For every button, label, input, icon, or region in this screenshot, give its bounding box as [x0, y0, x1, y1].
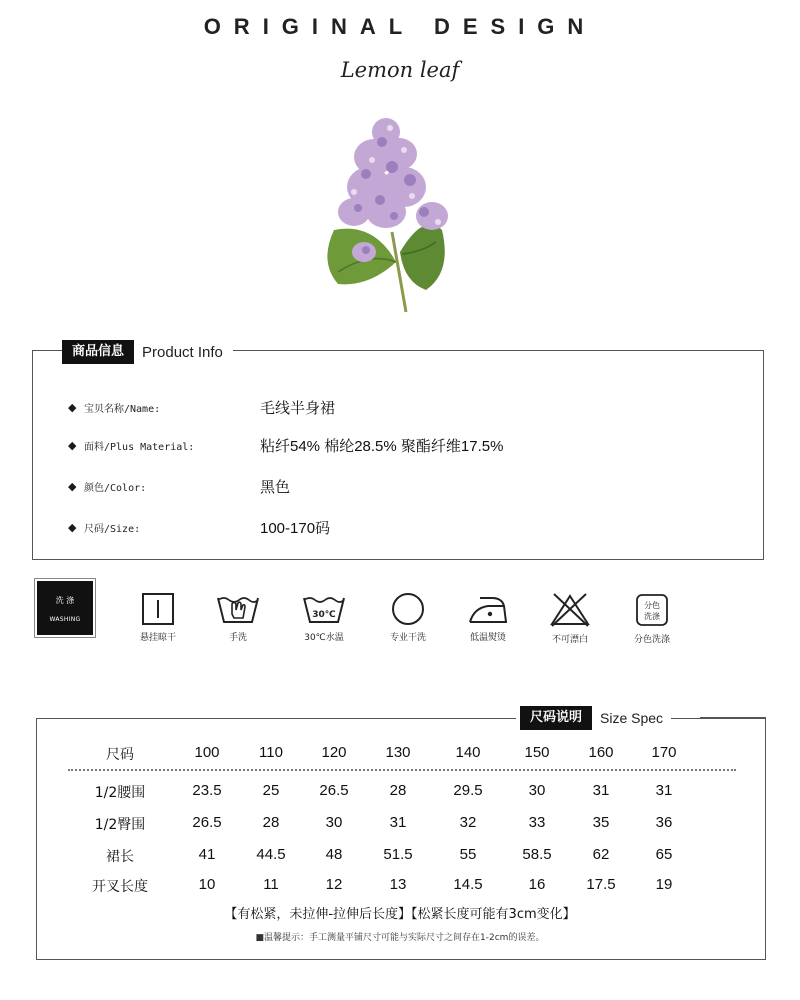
elastic-note: 【有松紧，未拉伸-拉伸后长度】【松紧长度可能有3cm变化】: [224, 907, 576, 922]
diamond-bullet-icon: ◆: [68, 401, 77, 414]
size-cell: 31: [655, 782, 673, 799]
info-row-material: [68, 435, 728, 456]
size-cell: 11: [263, 876, 279, 893]
size-cell: 30: [325, 814, 343, 831]
size-row-hip: [68, 814, 738, 838]
info-value: 毛线半身裙: [260, 400, 336, 417]
care-item-hang-dry: [116, 592, 200, 643]
care-label: 专业干洗: [389, 633, 426, 643]
size-row-length: [68, 846, 738, 870]
low-iron-icon: [466, 592, 510, 626]
size-cell: 26.5: [192, 814, 222, 831]
dotted-divider: [68, 769, 736, 771]
care-label: 手洗: [228, 633, 247, 643]
washing-badge: [34, 578, 96, 638]
info-label: 尺码/Size:: [84, 524, 141, 535]
care-item-wash-30c: [282, 592, 366, 643]
size-header-cell: 170: [651, 744, 677, 761]
washing-badge-en: WASHING: [49, 616, 81, 623]
size-cell: 17.5: [586, 876, 616, 893]
diamond-bullet-icon: ◆: [68, 480, 77, 493]
hang-dry-icon: [140, 592, 176, 626]
size-cell: 32: [459, 814, 477, 831]
size-cell: 28: [262, 814, 280, 831]
brand-subtitle: Lemon leaf: [340, 58, 460, 82]
size-header-cell: 120: [321, 744, 347, 761]
size-cell: 29.5: [453, 782, 483, 799]
size-cell: 36: [655, 814, 673, 831]
dry-clean-icon: [390, 592, 426, 626]
size-header-row: [68, 744, 738, 768]
diamond-bullet-icon: ◆: [68, 521, 77, 534]
size-cell: 65: [655, 846, 673, 863]
care-item-dry-clean: [366, 592, 450, 643]
size-cell: 41: [198, 846, 216, 863]
size-cell: 10: [198, 876, 216, 893]
info-label: 面料/Plus Material:: [84, 442, 195, 453]
size-header-cell: 160: [588, 744, 614, 761]
size-spec-tag: 尺码说明: [520, 706, 592, 730]
no-bleach-icon: [548, 592, 592, 628]
size-cell: 12: [325, 876, 343, 893]
product-info-title: Product Info: [142, 343, 223, 361]
size-header-cell: 140: [455, 744, 481, 761]
care-label: 悬挂晾干: [139, 633, 176, 643]
size-row-label: 开叉长度: [92, 879, 148, 895]
size-spec-title: Size Spec: [600, 710, 664, 726]
size-header-label: 尺码: [106, 747, 134, 763]
care-item-no-bleach: [528, 592, 612, 645]
care-label: 30℃水温: [304, 633, 344, 643]
size-cell: 26.5: [319, 782, 349, 799]
diamond-bullet-icon: ◆: [68, 439, 77, 452]
measurement-tip: ■温馨提示：手工测量平铺尺寸可能与实际尺寸之间存在1-2cm的误差。: [255, 933, 545, 943]
size-row-label: 裙长: [106, 849, 134, 865]
size-cell: 14.5: [453, 876, 483, 893]
size-cell: 44.5: [256, 846, 286, 863]
info-value: 黑色: [260, 479, 291, 496]
size-header-cell: 110: [259, 744, 283, 761]
info-row-color: [68, 476, 728, 497]
size-cell: 16: [528, 876, 546, 893]
care-item-hand-wash: [196, 592, 280, 643]
size-row-slit: [68, 876, 738, 900]
size-cell: 35: [592, 814, 610, 831]
size-cell: 30: [528, 782, 546, 799]
size-cell: 33: [528, 814, 546, 831]
size-cell: 25: [262, 782, 280, 799]
care-item-low-iron: [446, 592, 530, 643]
separate-icon-text-2: 洗涤: [644, 612, 660, 621]
wash-30c-icon: [302, 592, 346, 626]
product-info-tag: 商品信息: [62, 340, 134, 364]
size-header-cell: 130: [385, 744, 411, 761]
wash-separately-icon: [634, 592, 670, 628]
info-row-name: [68, 397, 728, 418]
info-row-size: [68, 517, 728, 538]
size-row-label: 1/2臀围: [94, 817, 146, 833]
info-label: 宝贝名称/Name:: [84, 404, 161, 415]
size-cell: 28: [389, 782, 407, 799]
size-cell: 55: [459, 846, 477, 863]
page-title: ORIGINAL DESIGN: [203, 14, 597, 39]
size-cell: 62: [592, 846, 610, 863]
size-header-cell: 150: [524, 744, 550, 761]
size-spec-rule: [700, 717, 766, 718]
hand-wash-icon: [216, 592, 260, 626]
size-cell: 31: [592, 782, 610, 799]
separate-icon-text-1: 分色: [644, 601, 660, 610]
wash-temp-text: 30℃: [312, 610, 336, 620]
washing-badge-cn: 洗 涤: [55, 596, 75, 605]
size-cell: 23.5: [192, 782, 222, 799]
info-value: 粘纤54% 棉纶28.5% 聚酯纤维17.5%: [260, 438, 504, 455]
care-label: 低温熨烫: [469, 633, 506, 643]
size-cell: 13: [389, 876, 407, 893]
size-header-cell: 100: [194, 744, 220, 761]
size-cell: 48: [325, 846, 343, 863]
info-label: 颜色/Color:: [84, 483, 147, 494]
size-cell: 51.5: [383, 846, 413, 863]
info-value: 100-170码: [260, 520, 331, 537]
product-info-header: [62, 340, 233, 364]
size-cell: 58.5: [522, 846, 552, 863]
care-label: 不可漂白: [551, 635, 588, 645]
size-row-waist: [68, 782, 738, 806]
care-label: 分色洗涤: [633, 635, 670, 645]
size-row-label: 1/2腰围: [94, 785, 146, 801]
care-item-wash-separately: [610, 592, 694, 645]
lilac-illustration: [314, 112, 464, 317]
size-cell: 19: [655, 876, 673, 893]
size-spec-header: [516, 706, 671, 730]
size-cell: 31: [389, 814, 407, 831]
